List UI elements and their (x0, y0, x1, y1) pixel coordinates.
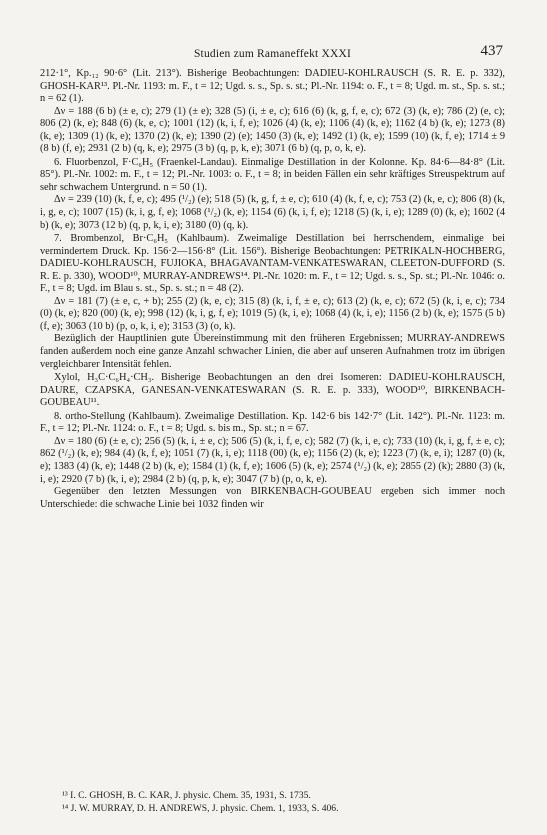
page-number: 437 (480, 43, 503, 59)
paragraph-comparison-brombenzol: Bezüglich der Hauptlinien gute Übereinstimmung mit den früheren Ergebnissen; MURRAY-ANDREWS fanden außerdem noch eine ganze Anzahl schwacher Linien, die aber auf unseren Aufnahmen trotz im übrigen vergleichbarer Intensität fehlen. (40, 333, 505, 370)
body-text (40, 68, 505, 511)
paragraph-continuation: 212·1°, Kp.₁₂ 90·6° (Lit. 213°). Bisherige Beobachtungen: DADIEU-KOHLRAUSCH (S. R. E. p. 332), GHOSH-KAR¹³. Pl.-Nr. 1193: m. F., t = 12; Ugd. s. s., Sp. s. st.; Pl.-Nr. 1194: o. F., t = 8; Ugd. m. st., Sp. s. st.; n = 62 (1). (40, 68, 505, 105)
footnotes (40, 790, 505, 815)
paragraph-brombenzol: 7. Brombenzol, Br·C₆H₅ (Kahlbaum). Zweimalige Destillation bei herrschendem, einmalige bei vermindertem Druck. Kp. 156·2—156·8° (Lit. 156°). Bisherige Beobachtungen: PETRIKALN-HOCHBERG, DADIEU-KOHLRAUSCH, FUJIOKA, BHAGAVANTAM-VENKATESWARAN, CLEETON-DUFFORD (S. R. E. p. 330), WOOD¹⁰, MURRAY-ANDREWS¹⁴. Pl.-Nr. 1020: m. F., t = 12; Ugd. s. s., Sp. st.; Pl.-Nr. 1046: o. F., t = 8; Ugd. im Blau s. st., Sp. s. st.; n = 48 (2). (40, 233, 505, 295)
footnote-14: ¹⁴ J. W. MURRAY, D. H. ANDREWS, J. physic. Chem. 1, 1933, S. 406. (62, 802, 339, 814)
paragraph-fluorbenzol: 6. Fluorbenzol, F·C₆H₅ (Fraenkel-Landau). Einmalige Destillation in der Kolonne. Kp. 84·6—84·8° (Lit. 85°). Pl.-Nr. 1002: m. F., t = 12; Pl.-Nr. 1003: o. F., t = 8; in beiden Fällen ein sehr kräftiges Streuspektrum auf sehr schwachem Untergrund. n = 50 (1). (40, 156, 505, 193)
raman-lines-brombenzol: Δν = 181 (7) (± e, c, + b); 255 (2) (k, e, c); 315 (8) (k, i, f, ± e, c); 613 (2) (k, e, c); 672 (5) (k, i, e, c); 734 (0) (k, e); 820 (00) (k, e); 998 (12) (k, i, g, f, e); 1019 (5) (k, i, e); 1068 (4) (k, i, e); 1156 (2 b) (k, e); 1575 (5 b) (f, e); 3063 (10 b) (p, o, k, i, e); 3153 (3) (o, k). (40, 295, 505, 332)
paragraph-comparison-birkenbach: Gegenüber den letzten Messungen von BIRKENBACH-GOUBEAU ergeben sich immer noch Unterschiede: die schwache Linie bei 1032 finden wir (40, 486, 505, 510)
running-title: Studien zum Ramaneffekt XXXI (193, 48, 352, 60)
raman-lines-fluorbenzol: Δν = 239 (10) (k, f, e, c); 495 (¹/₂) (e); 518 (5) (k, g, f, ± e, c); 610 (4) (k, f, e, c); 753 (2) (k, e, c); 806 (8) (k, i, g, e, c); 1007 (15) (k, i, g, f, e); 1068 (¹/₂) (k, e); 1154 (6) (k, i, f, e); 1218 (5) (k, i, e); 1289 (0) (k, e); 1602 (4 b) (k, e); 3073 (12 b) (q, p, k, i, e); 3180 (0) (q, k). (40, 194, 505, 231)
running-header (40, 42, 505, 64)
raman-lines-item-5: Δν = 188 (6 b) (± e, c); 279 (1) (± e); 328 (5) (i, ± e, c); 616 (6) (k, g, f, e, c); 672 (3) (k, e); 786 (2) (e, c); 806 (2) (k, e); 848 (6) (k, e, c); 1001 (12) (k, i, f, e); 1026 (4) (k, e); 1106 (4) (k, e); 1162 (4 b) (k, e); 1273 (8) (k, e); 1309 (1) (k, e); 1370 (2) (k, e); 1390 (2) (e); 1450 (3) (k, e); 1492 (1) (k, e); 1599 (10) (k, f, e); 1714 ± 9 (8 b) (f, e); 2931 (2 b) (q, k, e); 2975 (3 b) (q, p, k, e); 3071 (6 b) (q, p, o, k, e). (40, 105, 505, 155)
paragraph-xylol: Xylol, H₃C·C₆H₄·CH₃. Bisherige Beobachtungen an den drei Isomeren: DADIEU-KOHLRAUSCH, DAURE, CZAPSKA, GANESAN-VENKATESWARAN (S. R. E. p. 333), WOOD¹⁰, BIRKENBACH-GOUBEAU¹¹. (40, 372, 505, 409)
paragraph-ortho-xylol: 8. ortho-Stellung (Kahlbaum). Zweimalige Destillation. Kp. 142·6 bis 142·7° (Lit. 142°). Pl.-Nr. 1123: m. F., t = 12; Pl.-Nr. 1124: o. F., t = 8; Ugd. s. bis m., Sp. st.; n = 67. (40, 410, 505, 435)
raman-lines-ortho-xylol: Δν = 180 (6) (± e, c); 256 (5) (k, i, ± e, c); 506 (5) (k, i, f, e, c); 582 (7) (k, i, e, c); 733 (10) (k, i, g, f, ± e, c); 862 (¹/₂) (k, e); 984 (4) (k, f, e); 1051 (7) (k, i, e); 1118 (00) (k, e); 1156 (2) (k, e); 1223 (7) (k, e, i); 1287 (0) (k, e); 1383 (4) (k, e); 1448 (2 b) (k, e); 1584 (1) (k, f, e); 1606 (5) (k, e); 2574 (¹/₂) (k, e); 2855 (2) (k); 2880 (3) (k, i, e); 2920 (7 b) (k, i, e); 2984 (2 b) (q, p, k, e); 3047 (7 b) (p, o, k, e). (40, 435, 505, 485)
footnote-13: ¹³ I. C. GHOSH, B. C. KAR, J. physic. Chem. 35, 1931, S. 1735. (62, 790, 311, 801)
